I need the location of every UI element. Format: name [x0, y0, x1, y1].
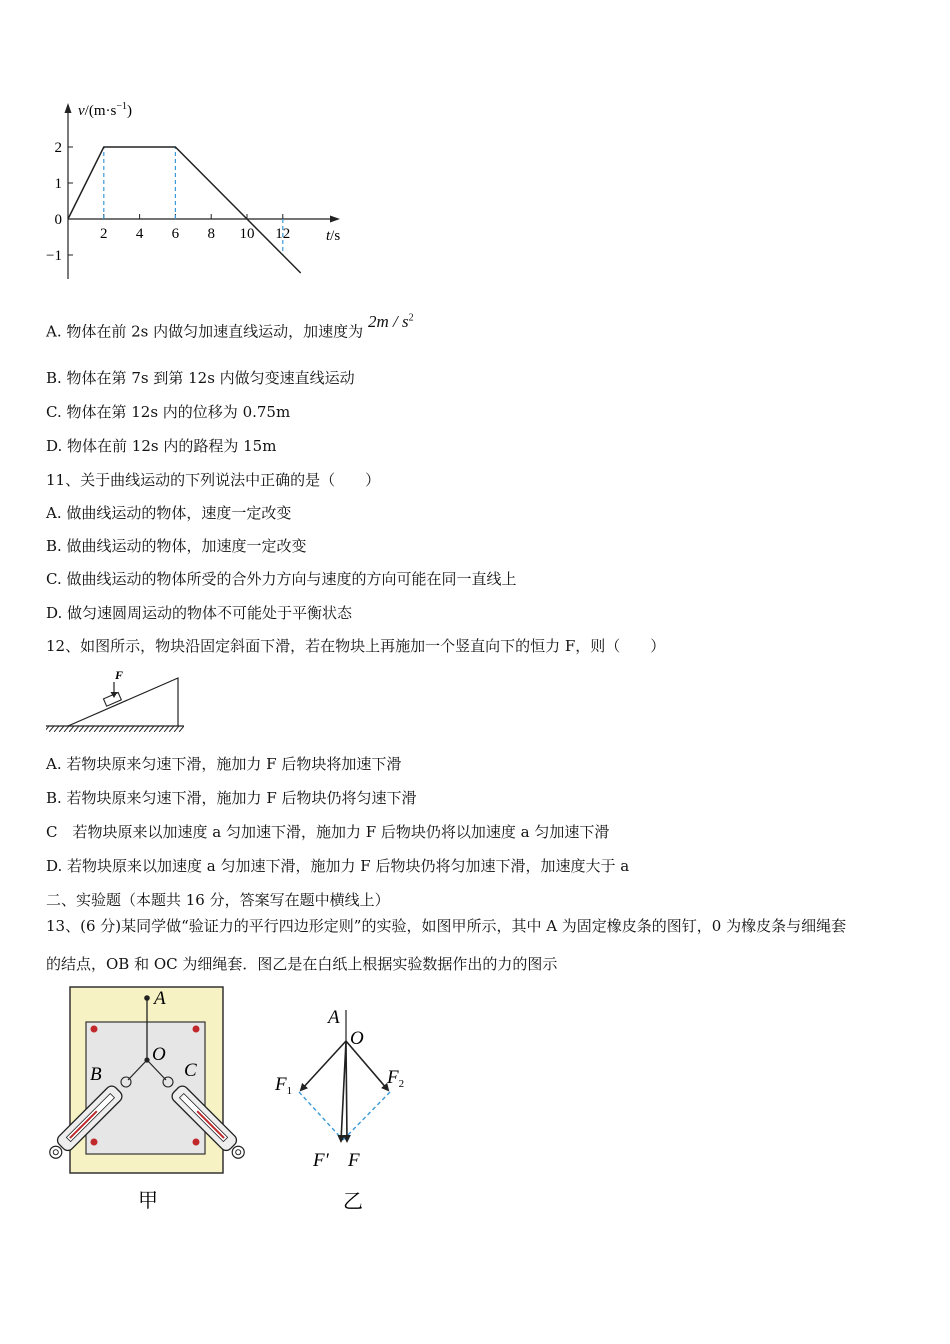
q10-option-c: C. 物体在第 12s 内的位移为 0.75m	[46, 403, 291, 421]
vt-graph	[30, 95, 350, 285]
pin-icon	[91, 1026, 98, 1033]
q12-option-a: A. 若物块原来匀速下滑，施加力 F 后物块将加速下滑	[46, 755, 402, 773]
caption-jia: 甲	[138, 1190, 158, 1212]
y-tick-label: −1	[46, 248, 62, 264]
y-axis-arrowhead	[65, 103, 72, 113]
section-title: 二、实验题（本题共 16 分，答案写在题中横线上）	[46, 891, 390, 909]
q13-line1: 13、(6 分)某同学做“验证力的平行四边形定则”的实验，如图甲所示，其中 A 为固定橡皮条的图钉，0 为橡皮条与细绳套	[46, 917, 847, 935]
q10-option-b: B. 物体在第 7s 到第 12s 内做匀变速直线运动	[46, 369, 355, 387]
x-tick-label: 10	[239, 226, 255, 242]
label-b: B	[90, 1064, 102, 1085]
q11-option-d: D. 做匀速圆周运动的物体不可能处于平衡状态	[46, 604, 353, 622]
label-a: A	[154, 988, 166, 1009]
x-tick-label: 4	[135, 226, 144, 242]
x-axis-label: t/s	[326, 228, 341, 244]
force-label: F	[115, 668, 124, 682]
x-tick-label: 2	[100, 226, 108, 242]
q11-option-c: C. 做曲线运动的物体所受的合外力方向与速度的方向可能在同一直线上	[46, 570, 517, 588]
label-f: F	[348, 1150, 360, 1171]
pin-icon	[193, 1139, 200, 1146]
label-o: O	[152, 1044, 166, 1065]
y-axis-label: $v/(m\cdot s^{-1})$	[78, 101, 132, 119]
figure-yi	[265, 995, 425, 1225]
label-o: O	[350, 1028, 364, 1049]
velocity-line	[68, 147, 301, 273]
tack-a	[144, 995, 150, 1001]
label-f2: $F_2$	[387, 1067, 405, 1090]
y-tick-label: 1	[54, 176, 62, 192]
arrow-f1	[301, 1041, 346, 1090]
x-tick-label: 6	[171, 226, 180, 242]
y-tick-label: 0	[54, 212, 62, 228]
label-f1: $F_1$	[275, 1074, 293, 1097]
label-a: A	[328, 1007, 340, 1028]
label-f-prime: F′	[313, 1150, 329, 1171]
q11-stem: 11、关于曲线运动的下列说法中正确的是（ ）	[46, 471, 381, 489]
q10-option-a: A. 物体在前 2s 内做匀加速直线运动，加速度为 $2m / s^2$	[46, 311, 414, 341]
label-c: C	[184, 1060, 197, 1081]
pin-icon	[193, 1026, 200, 1033]
arrow-f-prime	[341, 1041, 346, 1141]
x-axis-arrowhead	[330, 216, 340, 223]
q12-option-d: D. 若物块原来以加速度 a 匀加速下滑，施加力 F 后物块仍将匀加速下滑，加速度大于 a	[46, 857, 630, 875]
y-tick-label: 2	[54, 140, 62, 156]
q13-line2: 的结点，OB 和 OC 为细绳套．图乙是在白纸上根据实验数据作出的力的图示	[46, 955, 558, 973]
arrow-f	[346, 1041, 347, 1141]
q11-option-a: A. 做曲线运动的物体，速度一定改变	[46, 504, 292, 522]
caption-yi: 乙	[343, 1191, 363, 1213]
q12-option-c: C 若物块原来以加速度 a 匀加速下滑，施加力 F 后物块仍将以加速度 a 匀加速下滑	[46, 823, 610, 841]
parallelogram-edge	[343, 1092, 390, 1140]
q10-option-d: D. 物体在前 12s 内的路程为 15m	[46, 437, 277, 455]
figure-jia	[40, 982, 260, 1212]
incline-figure	[44, 666, 194, 736]
q11-option-b: B. 做曲线运动的物体，加速度一定改变	[46, 537, 307, 555]
parallelogram-edge	[299, 1092, 343, 1140]
q12-stem: 12、如图所示，物块沿固定斜面下滑，若在物块上再施加一个竖直向下的恒力 F，则（ ）	[46, 637, 666, 655]
incline-slope	[68, 678, 178, 726]
x-tick-label: 8	[207, 226, 215, 242]
ground-hatch	[46, 726, 184, 732]
x-tick-label: 12	[275, 226, 291, 242]
q12-option-b: B. 若物块原来匀速下滑，施加力 F 后物块仍将匀速下滑	[46, 789, 417, 807]
pin-icon	[91, 1139, 98, 1146]
